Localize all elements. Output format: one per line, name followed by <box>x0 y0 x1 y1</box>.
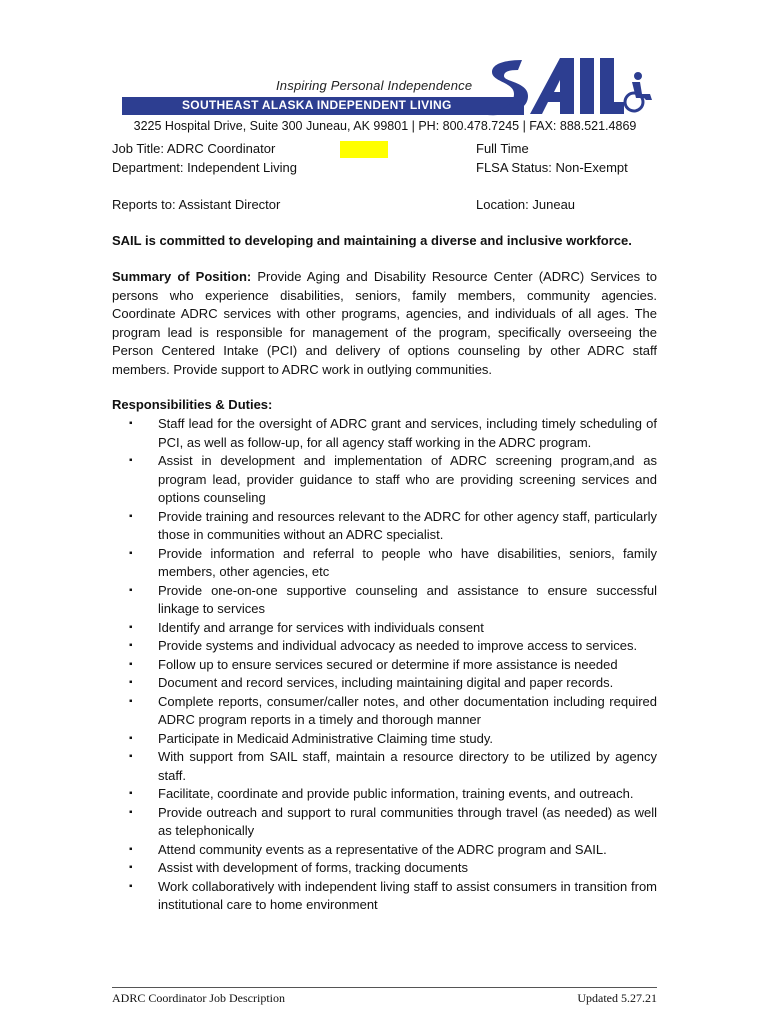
bullet-icon: ▪ <box>129 695 133 707</box>
duty-text: Attend community events as a representative of the ADRC program and SAIL. <box>158 841 607 857</box>
duty-text: With support from SAIL staff, maintain a resource directory to be utilized by agency staff. <box>158 749 657 783</box>
bullet-icon: ▪ <box>129 640 133 651</box>
reports-to: Reports to: Assistant Director <box>112 197 281 212</box>
responsibilities-heading: Responsibilities & Duties: <box>112 397 273 412</box>
schedule: Full Time <box>476 141 529 156</box>
bullet-icon: ▪ <box>129 843 133 855</box>
location: Location: Juneau <box>476 197 576 212</box>
footer-updated: Updated 5.27.21 <box>577 991 657 1005</box>
bullet-icon: ▪ <box>129 732 133 744</box>
duty-item <box>112 545 657 582</box>
duty-item <box>112 804 657 841</box>
duty-item <box>112 841 657 860</box>
highlight-mark <box>340 141 388 158</box>
duty-text: Work collaboratively with independent living staff to assist consumers in transition from institutional care to home environment <box>158 878 657 912</box>
duty-text: Provide information and referral to people who have disabilities, seniors, family members, other agencies, etc <box>158 545 657 579</box>
duty-text: Identify and arrange for services with individuals consent <box>158 619 484 635</box>
bullet-icon: ▪ <box>129 455 133 466</box>
footer-divider <box>112 987 657 988</box>
department: Department: Independent Living <box>112 160 298 175</box>
summary-label: Summary of Position: <box>112 269 252 284</box>
bullet-icon: ▪ <box>129 547 133 559</box>
duty-text: Staff lead for the oversight of ADRC grant and services, including timely scheduling of PCI, as well as follow-up, for all agency staff working in the ADRC program. <box>158 416 657 450</box>
duty-item <box>112 637 657 656</box>
duty-item <box>112 693 657 730</box>
bullet-icon: ▪ <box>129 418 133 429</box>
duty-text: Document and record services, including maintaining digital and paper records. <box>158 675 614 690</box>
duty-text: Participate in Medicaid Administrative Claiming time study. <box>158 730 494 746</box>
wheelchair-icon <box>625 72 652 111</box>
footer-doc-title: ADRC Coordinator Job Description <box>112 991 285 1005</box>
duty-item <box>112 674 657 693</box>
duty-item <box>112 508 657 545</box>
duty-item <box>112 859 657 878</box>
commitment-statement: SAIL is committed to developing and maintaining a diverse and inclusive workforce. <box>112 233 632 248</box>
letterhead <box>0 0 770 140</box>
bullet-icon: ▪ <box>129 621 133 633</box>
summary-text: Provide Aging and Disability Resource Center (ADRC) Services to persons who experience disabilities, seniors, family members, community agencies. Coordinate ADRC services with other programs, agencies, and individuals of all ages. The program lead is responsible for management of the program, specifically overseeing the Person Centered Intake (PCI) and delivery of options counseling by other ADRC staff members. Provide support to ADRC work in outlying communities. <box>112 269 658 377</box>
duty-text: Provide training and resources relevant to the ADRC for other agency staff, particularly those in communities without an ADRC specialist. <box>158 508 657 542</box>
bullet-icon: ▪ <box>129 806 133 818</box>
sail-logo <box>474 52 654 118</box>
job-title: Job Title: ADRC Coordinator <box>112 141 276 156</box>
address-line: 3225 Hospital Drive, Suite 300 Juneau, AK 99801 | PH: 800.478.7245 | FAX: 888.521.4869 <box>133 119 637 133</box>
duty-item <box>112 748 657 785</box>
bullet-icon: ▪ <box>129 862 133 873</box>
duty-item <box>112 878 657 915</box>
duty-text: Assist in development and implementation of ADRC screening program,and as program lead, provider guidance to staff who are providing screening services and options counseling <box>158 453 657 505</box>
duty-text: Assist with development of forms, tracking documents <box>158 860 468 875</box>
duty-text: Facilitate, coordinate and provide public information, training events, and outreach. <box>158 786 634 801</box>
bullet-icon: ▪ <box>129 788 133 799</box>
bullet-icon: ▪ <box>129 880 133 892</box>
duty-item <box>112 582 657 619</box>
bullet-icon: ▪ <box>129 751 133 762</box>
duties-list <box>112 415 657 915</box>
duty-text: Provide outreach and support to rural communities through travel (as needed) as well as telephonically <box>158 804 657 838</box>
flsa-status: FLSA Status: Non-Exempt <box>476 160 628 175</box>
duty-item <box>112 656 657 675</box>
duty-item <box>112 619 657 638</box>
bullet-icon: ▪ <box>129 584 133 596</box>
summary-of-position <box>112 268 657 380</box>
duty-text: Provide one-on-one supportive counseling and assistance to ensure successful linkage to services <box>158 582 657 616</box>
duty-text: Provide systems and individual advocacy as needed to improve access to services. <box>158 638 638 653</box>
bullet-icon: ▪ <box>129 510 133 522</box>
bullet-icon: ▪ <box>129 658 133 670</box>
duty-text: Follow up to ensure services secured or determine if more assistance is needed <box>158 656 618 672</box>
duty-item <box>112 730 657 749</box>
bullet-icon: ▪ <box>129 677 133 688</box>
org-name: SOUTHEAST ALASKA INDEPENDENT LIVING <box>182 98 452 112</box>
tagline: Inspiring Personal Independence <box>276 78 473 93</box>
duty-item <box>112 452 657 508</box>
duty-item <box>112 785 657 804</box>
duty-text: Complete reports, consumer/caller notes, and other documentation including required ADRC program reports in a timely and thorough manner <box>158 693 657 727</box>
duty-item <box>112 415 657 452</box>
